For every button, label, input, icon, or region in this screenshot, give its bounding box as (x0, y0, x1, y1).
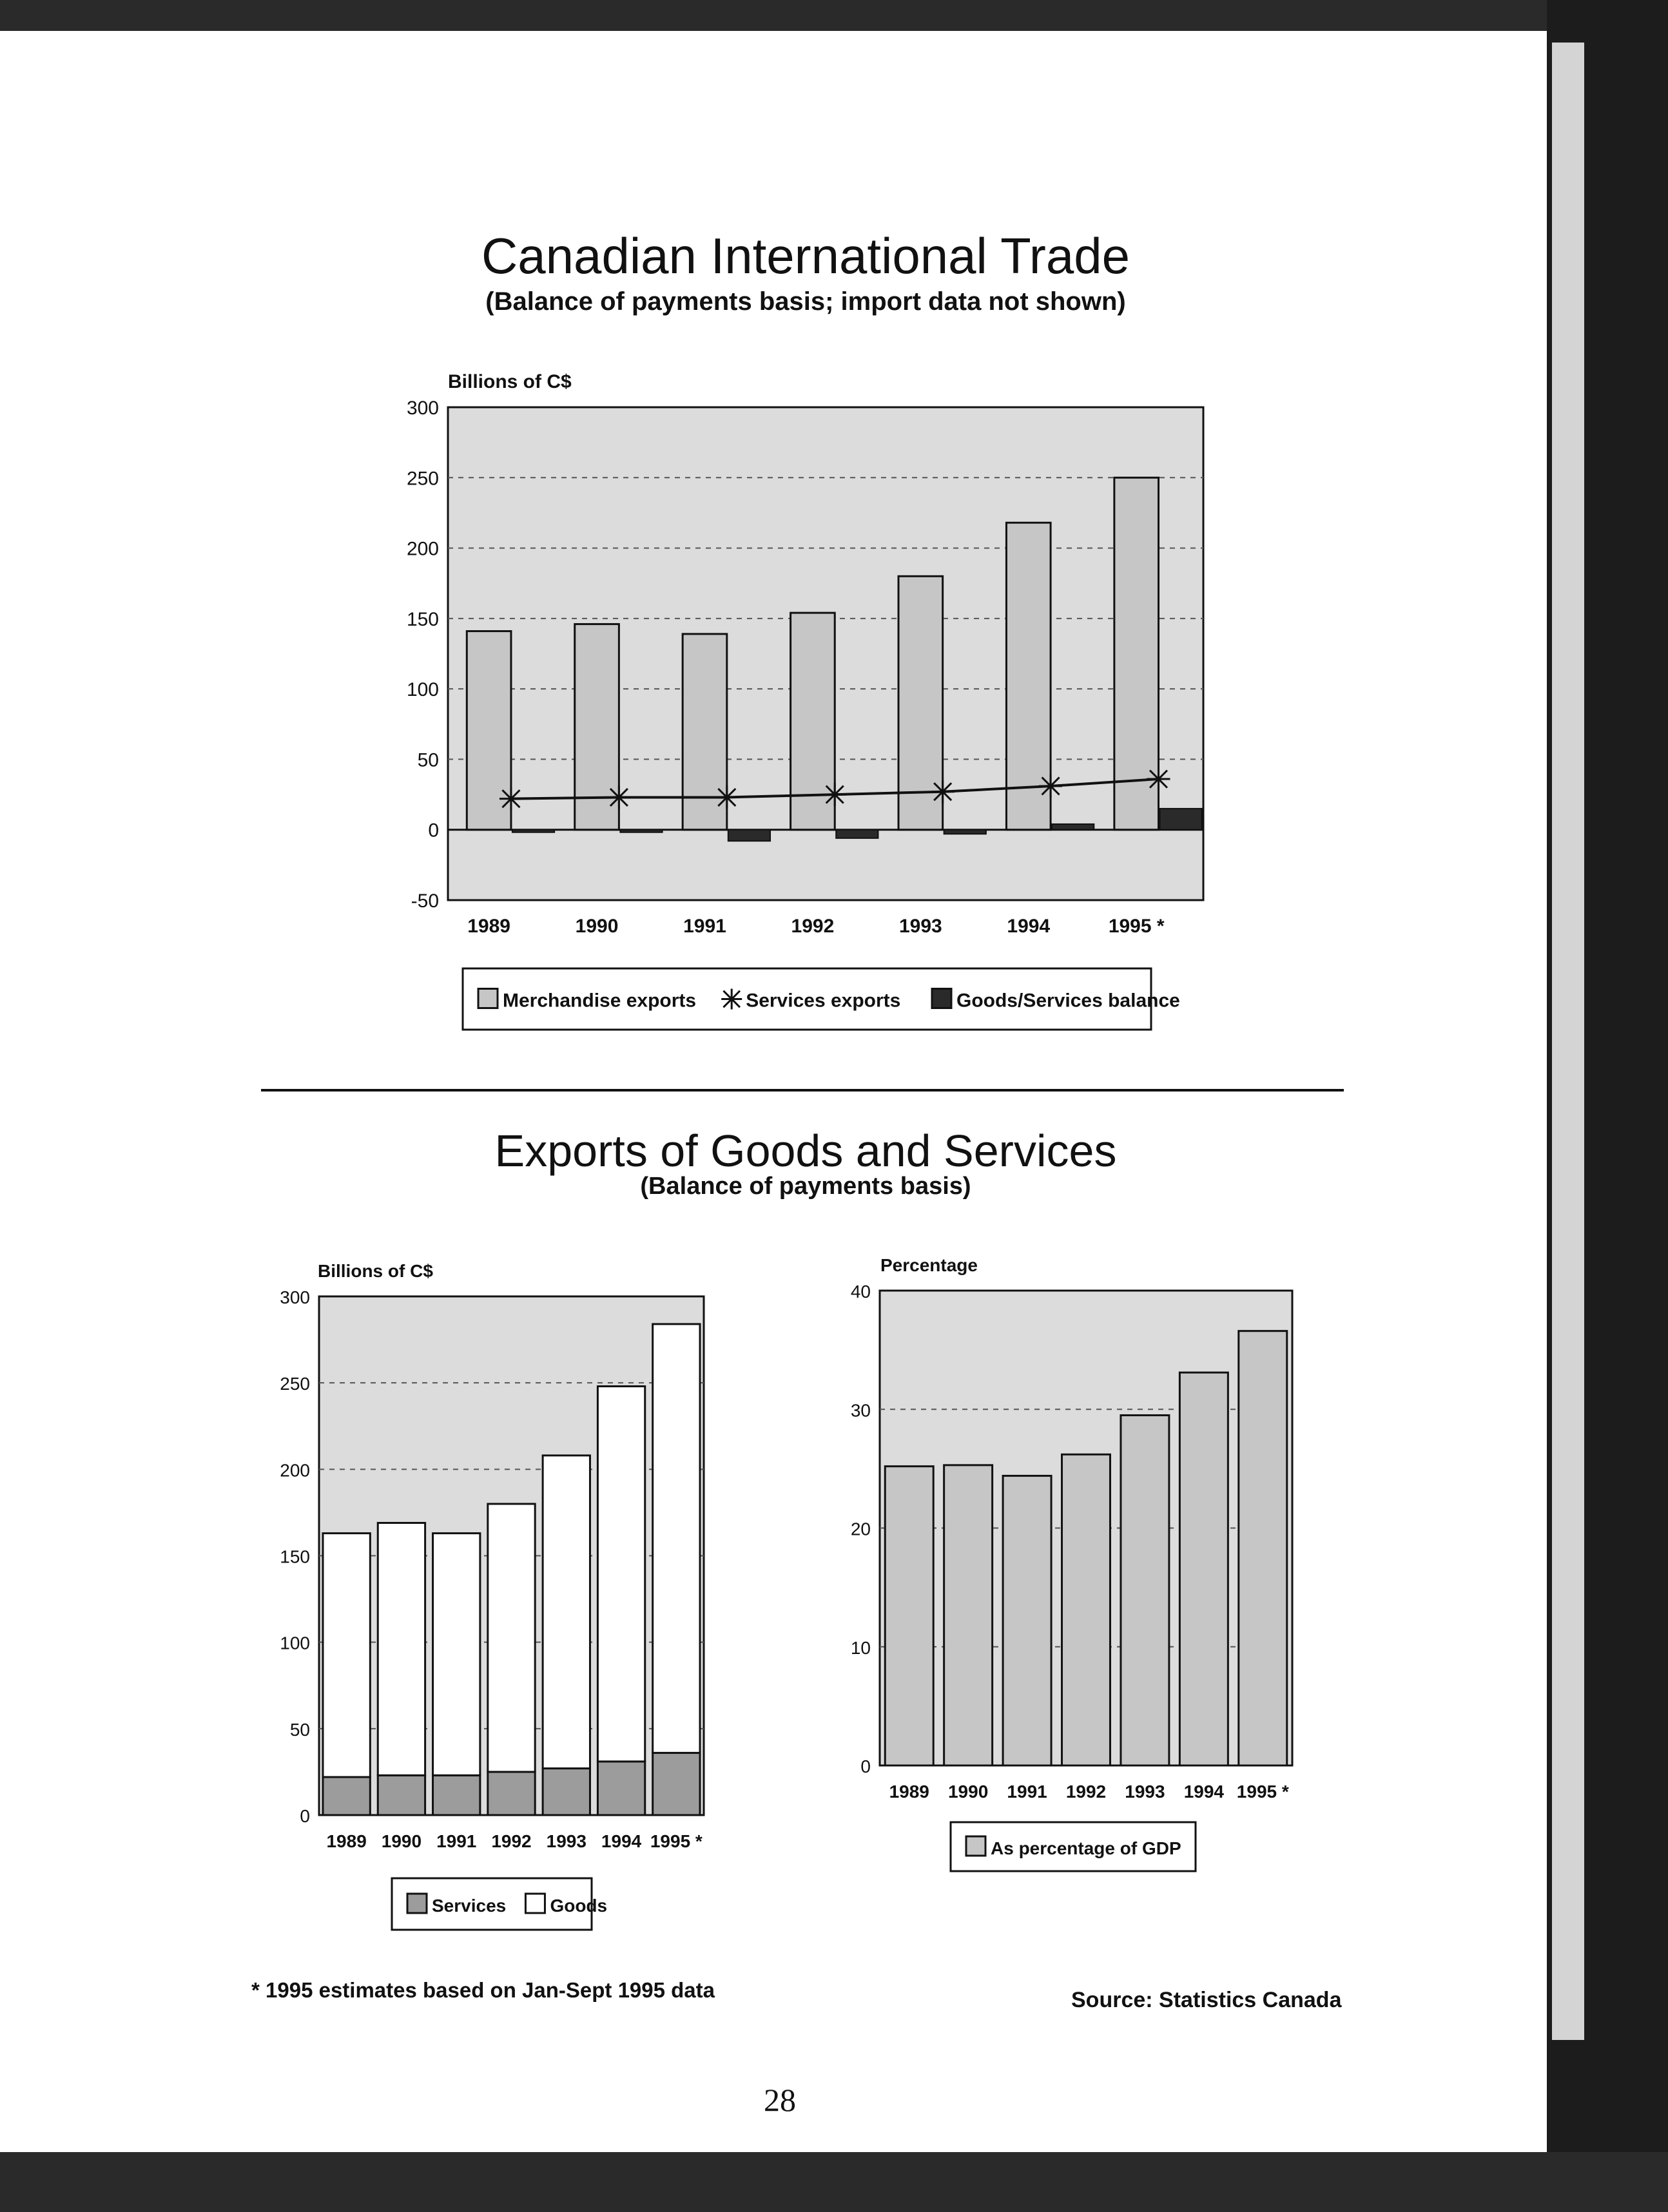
exports-ytick-label: 150 (280, 1546, 310, 1567)
gdp-xtick-label: 1989 (889, 1782, 929, 1802)
gdp-legend-label: As percentage of GDP (991, 1838, 1181, 1858)
gdp-ytick-label: 10 (850, 1637, 871, 1658)
exports-xtick-label: 1991 (436, 1831, 477, 1851)
exports-ytick-label: 100 (280, 1633, 310, 1653)
gdp-percentage-bar (1239, 1331, 1287, 1765)
exports-ytick-label: 0 (300, 1806, 310, 1826)
gdp-ytick-label: 0 (860, 1756, 871, 1776)
gdp-percentage-bar (944, 1465, 993, 1765)
trade-ytick-label: 200 (406, 538, 439, 560)
trade-legend-label: Merchandise exports (503, 990, 697, 1012)
gdp-legend-swatch (966, 1836, 985, 1856)
trade-xtick-label: 1994 (1007, 916, 1051, 937)
gdp-xtick-label: 1991 (1007, 1782, 1047, 1802)
exports-ytick-label: 300 (280, 1287, 310, 1307)
exports-ytick-label: 250 (280, 1374, 310, 1394)
gdp-xtick-label: 1995 * (1236, 1782, 1289, 1802)
trade-ytick-label: 150 (406, 608, 439, 630)
exports-ytick-label: 50 (289, 1719, 310, 1740)
gdp-percentage-bar (1062, 1454, 1110, 1765)
trade-ytick-label: 250 (406, 468, 439, 490)
trade-ytick-label: -50 (411, 890, 439, 912)
trade-xtick-label: 1991 (683, 916, 726, 937)
scan-bottom-edge (0, 2152, 1668, 2212)
exports-legend-label: Goods (550, 1896, 608, 1916)
exports-xtick-label: 1994 (601, 1831, 642, 1851)
exports-xtick-label: 1989 (326, 1831, 367, 1851)
chart-subtitle-trade: (Balance of payments basis; import data not shown) (485, 287, 1126, 316)
chart-title-exports: Exports of Goods and Services (494, 1126, 1117, 1176)
trade-ytick-label: 100 (406, 679, 439, 701)
exports-ylabel: Billions of C$ (318, 1261, 433, 1281)
footnote: * 1995 estimates based on Jan-Sept 1995 data (251, 1978, 715, 2002)
gdp-xtick-label: 1992 (1065, 1782, 1107, 1802)
chart-subtitle-exports: (Balance of payments basis) (640, 1173, 971, 1200)
trade-xtick-label: 1993 (898, 916, 942, 937)
trade-ytick-label: 0 (428, 820, 439, 842)
gdp-percentage-bar (885, 1467, 933, 1765)
gdp-percentage-bar (1003, 1476, 1051, 1765)
trade-legend-label: Goods/Services balance (956, 990, 1180, 1012)
exports-xtick-label: 1992 (491, 1831, 532, 1851)
gdp-ytick-label: 20 (850, 1519, 871, 1539)
trade-xtick-label: 1992 (791, 916, 835, 937)
page-number: 28 (764, 2082, 796, 2118)
trade-ytick-label: 50 (417, 749, 439, 771)
trade-ytick-label: 300 (406, 398, 439, 419)
source-note: Source: Statistics Canada (1071, 1988, 1342, 2012)
chart-title-trade: Canadian International Trade (481, 227, 1130, 284)
gdp-xtick-label: 1990 (947, 1782, 989, 1802)
trade-ylabel: Billions of C$ (448, 371, 572, 392)
gdp-xtick-label: 1993 (1125, 1782, 1165, 1802)
exports-xtick-label: 1990 (381, 1831, 422, 1851)
exports-xtick-label: 1995 * (650, 1831, 703, 1851)
gdp-percentage-bar (1179, 1372, 1228, 1765)
exports-xtick-label: 1993 (546, 1831, 587, 1851)
gdp-percentage-bar (1121, 1415, 1169, 1765)
gdp-ytick-label: 40 (850, 1282, 871, 1302)
trade-legend-label: Services exports (746, 990, 901, 1012)
trade-xtick-label: 1990 (575, 916, 619, 937)
gdp-ylabel: Percentage (880, 1255, 978, 1275)
exports-legend-label: Services (432, 1896, 507, 1916)
gdp-ytick-label: 30 (850, 1400, 871, 1421)
trade-xtick-label: 1995 * (1108, 916, 1165, 937)
exports-ytick-label: 200 (280, 1460, 310, 1481)
gdp-xtick-label: 1994 (1183, 1782, 1225, 1802)
trade-xtick-label: 1989 (467, 916, 510, 937)
